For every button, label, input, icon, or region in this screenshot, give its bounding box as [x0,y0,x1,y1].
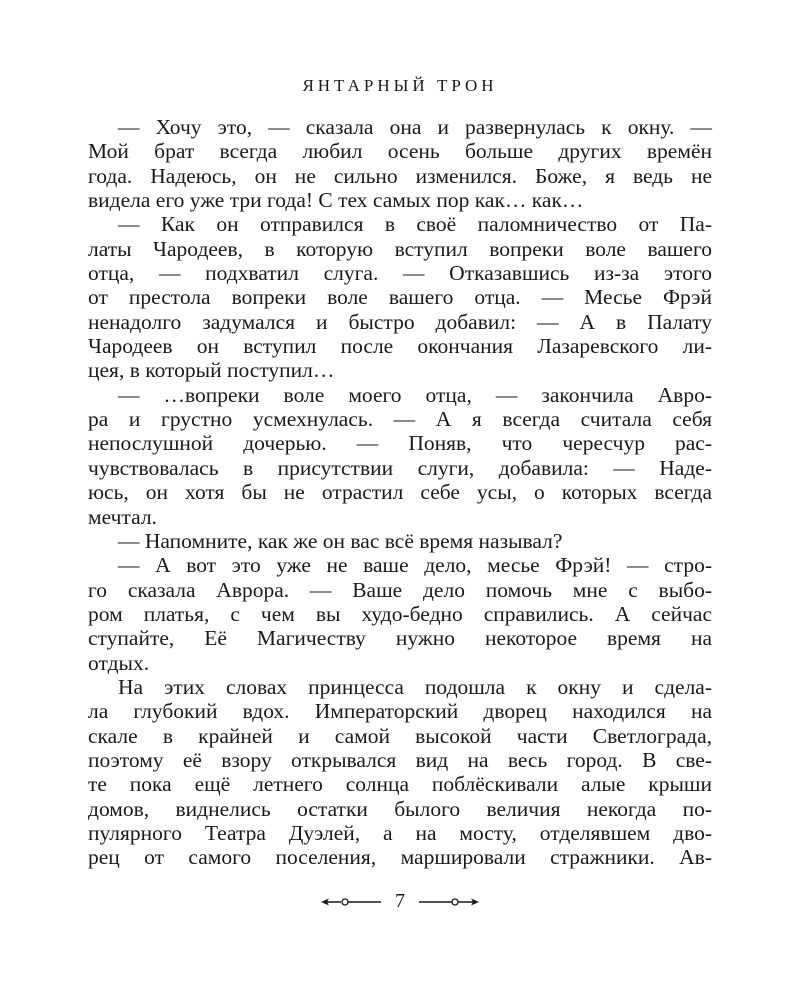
text-line: На этих словах принцесса подошла к окну и сдела- [118,674,712,699]
text-line: — А вот это уже не ваше дело, месье Фрэй! — стро- [118,553,712,578]
body-text [88,115,712,870]
text-line: — Хочу это, — сказала она и развернулась к окну. — [118,115,712,139]
text-line: ром платья, с чем вы худо-бедно справились. А сейчас [88,601,712,626]
text-line: Мой брат всегда любил осень больше других времён [88,139,712,164]
text-line: отдых. [88,650,150,675]
text-line: отца, — подхватил слуга. — Отказавшись из-за этого [88,261,712,286]
text-line: Чародеев он вступил после окончания Лазаревского ли- [88,334,712,359]
text-line: — Напомните, как же он вас всё время называл? [118,528,563,553]
text-line: чувствовалась в присутствии слуги, добавила: — Наде- [88,455,712,480]
text-line: непослушной дочерью. — Поняв, что чересчур рас- [88,431,712,456]
text-line: юсь, он хотя бы не отрастил себе усы, о которых всегда [88,480,712,505]
text-line: — Как он отправился в своё паломничество от Па- [118,212,712,237]
text-line: — …вопреки воле моего отца, — закончила Авро- [118,382,712,407]
text-line: домов, виднелись остатки былого величия некогда по- [88,796,712,821]
text-line: ступайте, Её Магичеству нужно некоторое время на [88,626,712,651]
page-footer [88,890,712,913]
running-head: ЯНТАРНЫЙ ТРОН [302,76,498,95]
text-line: года. Надеюсь, он не сильно изменился. Боже, я ведь не [88,163,712,188]
text-line: видела его уже три года! С тех самых пор как… как… [88,188,584,213]
text-line: латы Чародеев, в которую вступил вопреки воле вашего [88,236,712,261]
text-line: мечтал. [88,504,157,529]
text-line: ненадолго задумался и быстро добавил: — А в Палату [88,309,712,334]
left-ornament-icon [319,896,383,908]
text-line: рец от самого поселения, маршировали стражники. Ав- [88,845,712,870]
right-ornament-icon [417,896,481,908]
book-page [88,0,712,1000]
text-line: те пока ещё летнего солнца поблёскивали алые крыши [88,772,712,797]
page-number: 7 [395,890,405,912]
text-line: от престола вопреки воле вашего отца. — Месье Фрэй [88,285,712,310]
text-line: го сказала Аврора. — Ваше дело помочь мне с выбо- [88,577,712,602]
text-line: скале в крайней и самой высокой части Светлограда, [88,723,712,748]
text-line: пулярного Театра Дуэлей, а на мосту, отделявшем дво- [88,820,712,845]
text-line: ла глубокий вдох. Императорский дворец находился на [88,699,712,724]
text-line: цея, в который поступил… [88,358,335,383]
text-line: ра и грустно усмехнулась. — А я всегда считала себя [88,407,712,432]
text-line: поэтому её взору открывался вид на весь город. В све- [88,747,712,772]
